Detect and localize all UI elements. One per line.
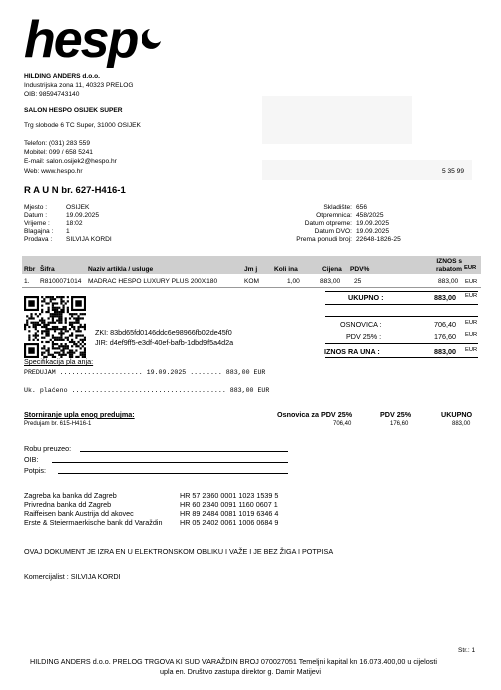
salon-phone: Telefon: (031) 283 559 <box>24 140 90 147</box>
iznos-racuna-currency: EUR <box>465 347 478 353</box>
ukupno-line-top <box>325 291 478 292</box>
ukupno-label: UKUPNO : <box>348 293 384 302</box>
logo-moon-icon <box>142 28 162 50</box>
storno-row-ukupno: 883,00 <box>452 421 471 427</box>
cell-jmj: KOM <box>244 278 260 285</box>
iznos-line-bottom <box>325 357 478 358</box>
col-header-kolicina: Koli ina <box>274 266 298 273</box>
col-header-naziv: Naziv artikla / usluge <box>88 266 154 273</box>
storno-col-osnovica: Osnovica za PDV 25% <box>277 410 353 419</box>
info-row-otpremnica: Otpremnica: 458/2025 <box>316 212 384 219</box>
table-row <box>0 278 501 287</box>
bank-row: Raiffeisen bank Austrija dd akovec HR 89 2484 0081 1019 6346 4 <box>24 509 279 518</box>
info-row-datum-otpreme: Datum otpreme: 19.09.2025 <box>304 220 390 227</box>
cell-cijena: 883,00 <box>320 278 341 285</box>
info-row-blagajna: Blagajna : 1 <box>24 228 70 235</box>
info-left <box>24 204 112 244</box>
storno-heading: Storniranje upla enog predujma: <box>24 410 135 419</box>
fiscal-zki: ZKI: 83bd65fd0146ddc6e98966fb02de45f0 <box>95 328 232 337</box>
invoice-title: R A U N br. 627-H416-1 <box>24 185 126 196</box>
salon-web: Web: www.hespo.hr <box>24 168 83 175</box>
oib-label: OIB: <box>24 455 39 464</box>
logo-text: hesp <box>24 11 138 69</box>
oib-line <box>52 462 288 463</box>
redacted-area <box>262 160 472 180</box>
col-header-cijena: Cijena <box>322 266 342 273</box>
company-oib: OIB: 98594743140 <box>24 91 80 98</box>
ukupno-value: 883,00 <box>434 293 456 302</box>
cell-kolicina: 1,00 <box>287 278 300 285</box>
storno-row-label: Predujam br. 615-H416-1 <box>24 421 92 427</box>
salon-mobile: Mobitel: 099 / 658 5241 <box>24 149 93 156</box>
cell-iznos: 883,00 <box>438 278 459 285</box>
table-row-divider <box>22 287 481 288</box>
fiscal-qr-code <box>24 296 86 358</box>
info-right <box>262 204 401 244</box>
footer-line-1: HILDING ANDERS d.o.o. PRELOG TRGOVA KI SUD VARAŽDIN BROJ 070027051 Temeljni kapital kn 16.073.400,00 u cijelosti <box>30 657 437 666</box>
info-row-datum: Datum : 19.09.2025 <box>24 212 100 219</box>
page-number: Str.: 1 <box>458 647 476 654</box>
bank-row: Erste & Steiermaerkische bank dd Varaždin HR 05 2402 0061 1006 0684 9 <box>24 518 279 527</box>
payment-line-ukupno: Uk. plaćeno ....................................... 883,00 EUR <box>24 387 270 394</box>
bank-row: Zagreba ka banka dd Zagreb HR 57 2360 0001 1023 1539 5 <box>24 491 279 500</box>
cell-naziv: MADRAC HESPO LUXURY PLUS 200X180 <box>88 278 218 285</box>
ukupno-currency: EUR <box>465 293 478 299</box>
storno-row-pdv: 176,60 <box>390 421 409 427</box>
ukupno-line-bottom <box>325 304 478 305</box>
payment-line-predujam: PREDUJAM ..................... 19.09.2025 ........ 883,00 EUR <box>24 369 266 376</box>
potpis-line <box>58 473 288 474</box>
vat-line-bottom <box>325 343 478 344</box>
info-row-datum-dvo: Datum DVO: 19.09.2025 <box>314 228 390 235</box>
col-header-sifra: Šifra <box>40 266 55 273</box>
fiscal-jir: JIR: d4ef9ff5-e3df-40ef-bafb-1dbd9f5a4d2a <box>95 338 234 347</box>
col-header-jmj: Jm j <box>244 266 258 273</box>
storno-col-pdv: PDV 25% <box>380 410 412 419</box>
pdv-currency: EUR <box>465 332 478 338</box>
info-row-mjesto: Mjesto : OSIJEK <box>24 204 90 211</box>
cell-pdv: 25 <box>354 278 362 285</box>
payment-heading: Specifikacija pla anja: <box>24 357 94 366</box>
storno-row-osnovica: 706,40 <box>333 421 352 427</box>
robu-preuzeo-label: Robu preuzeo: <box>24 444 72 453</box>
pdv-label: PDV 25% : <box>346 332 382 341</box>
iznos-racuna-value: 883,00 <box>434 347 456 356</box>
salon-name: SALON HESPO OSIJEK SUPER <box>24 107 123 114</box>
col-header-rbr: Rbr <box>24 266 36 273</box>
bank-row: Privredna banka dd Zagreb HR 60 2340 0091 1160 0607 1 <box>24 500 278 509</box>
robu-preuzeo-line <box>80 451 288 452</box>
electronic-document-notice: OVAJ DOKUMENT JE IZRA EN U ELEKTRONSKOM OBLIKU I VAŽE I JE BEZ ŽIGA I POTPISA <box>24 547 334 556</box>
pdv-value: 176,60 <box>434 332 456 341</box>
redacted-area <box>262 96 412 144</box>
cell-eur: EUR <box>465 279 478 285</box>
info-row-skladiste: Skladište: 656 <box>323 204 368 211</box>
info-row-vrijeme: Vrijeme : 18:02 <box>24 220 83 227</box>
cell-sifra: R8100071014 <box>40 278 82 285</box>
info-row-ponuda: Prema ponudi broj: 22648-1826-25 <box>296 236 401 243</box>
vat-line-top <box>325 316 478 317</box>
iznos-racuna-label: IZNOS RA UNA : <box>324 347 380 356</box>
storno-col-ukupno: UKUPNO <box>441 410 473 419</box>
salon-fragment: 5 35 99 <box>442 168 464 175</box>
col-header-iznos: IZNOS s rabatom <box>435 258 462 273</box>
company-name: HILDING ANDERS d.o.o. <box>24 73 100 80</box>
osnovica-label: OSNOVICA : <box>340 320 382 329</box>
cell-rbr: 1. <box>24 278 30 285</box>
info-row-prodavac: Prodava : SILVIJA KORDI <box>24 236 112 243</box>
company-address: Industrijska zona 11, 40323 PRELOG <box>24 82 134 89</box>
salon-email: E-mail: salon.osijek2@hespo.hr <box>24 158 117 165</box>
hespo-logo <box>24 11 138 69</box>
potpis-label: Potpis: <box>24 466 46 475</box>
osnovica-value: 706,40 <box>434 320 456 329</box>
salon-address: Trg slobode 6 TC Super, 31000 OSIJEK <box>24 122 141 129</box>
bank-list <box>24 491 278 527</box>
col-header-pdv: PDV% <box>350 266 370 273</box>
footer-line-2: upla en. Društvo zastupa direktor g. Damir Matijevi <box>160 667 321 676</box>
komercijalist: Komercijalist : SILVIJA KORDI <box>24 572 121 581</box>
osnovica-currency: EUR <box>465 320 478 326</box>
col-header-eur: EUR <box>464 265 477 271</box>
